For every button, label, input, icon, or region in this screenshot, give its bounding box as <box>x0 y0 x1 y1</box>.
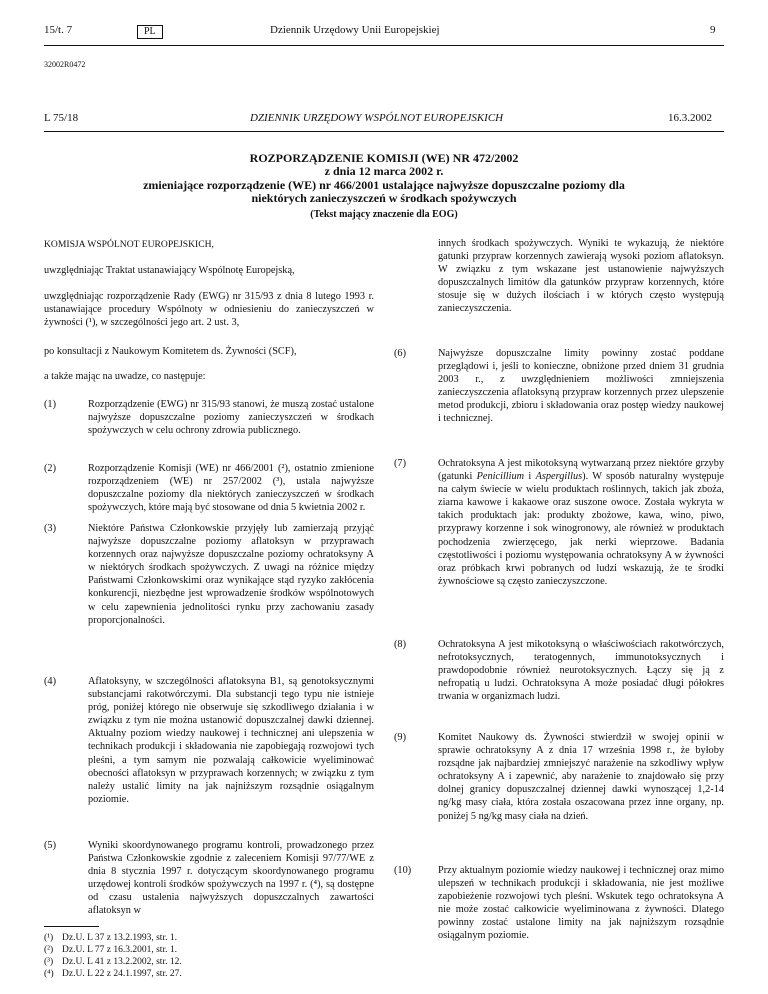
footnote-text: Dz.U. L 22 z 24.1.1997, str. 27. <box>62 969 182 979</box>
recital-number: (5) <box>44 840 57 851</box>
journal-date: 16.3.2002 <box>668 112 712 124</box>
recital-text-part: ). W sposób naturalny występuje na całym świecie w wielu produktach roślinnych, takich jak zboża, ziarna kawowe i kakaowe oraz suszone owoce. Została wykryta w takich produktach jak: produkty zbożowe, kawa, wino, piwo, przyprawy korzenne i sok winogronowy, ale również w produktach pochodzenia zwierzęcego, jak nerki wieprzowe. Badania częstotliwości i poziomu występowania ochratoksyny A w żywności oraz próbkach krwi pobranych od ludzi wskazują, że te środki żywnościowe są często zanieczyszczone. <box>438 471 725 587</box>
regulation-subject-2: niektórych zanieczyszczeń w środkach spożywczych <box>251 191 517 205</box>
language-badge: PL <box>137 25 163 39</box>
recital-number: (9) <box>394 732 407 743</box>
recital-number: (10) <box>394 865 412 876</box>
recital-text: Aflatoksyny, w szczególności aflatoksyna B1, są genotoksycznymi substancjami rakotwórczymi. Dla substancji tego typu nie istnieje próg, poniżej którego nie obserwuje się szkodliwego działania i w związku z tym nie można ustanowić dopuszczalnej dawki dziennej. Aktualny poziom wiedzy naukowej i technicznej ani ulepszenia w technikach produkcji i składowania nie zapobiegają rozwojowi tych pleśni, a tym samym nie pozwalają całkowicie wyeliminować obecności aflatoksyn w przyprawach korzennych; w związku z tym należy ustalić limity na jak najniższym rozsądnie osiągalnym poziomie. <box>88 676 374 805</box>
recital-text <box>438 457 724 588</box>
footnote-text: Dz.U. L 41 z 13.2.2002, str. 12. <box>62 957 182 967</box>
footnote-rule <box>44 926 99 927</box>
preamble-treaty: uwzględniając Traktat ustanawiający Wspólnotę Europejską, <box>44 265 295 276</box>
eea-note: (Tekst mający znaczenie dla EOG) <box>310 209 458 220</box>
footnote-number: (³) <box>44 957 54 967</box>
journal-title: DZIENNIK URZĘDOWY WSPÓLNOT EUROPEJSKICH <box>250 112 504 124</box>
regulation-date: z dnia 12 marca 2002 r. <box>324 164 444 178</box>
preamble-consultation: po konsultacji z Naukowym Komitetem ds. Żywności (SCF), <box>44 346 297 357</box>
recital-number: (3) <box>44 523 57 534</box>
header-rule <box>44 45 724 46</box>
volume-label: 15/t. 7 <box>44 24 73 36</box>
recital-text-part: Ochratoksyna A jest mikotoksyną wytwarzaną przez niektóre grzyby (gatunki <box>438 458 724 483</box>
regulation-title: ROZPORZĄDZENIE KOMISJI (WE) NR 472/2002 <box>249 151 519 165</box>
journal-rule <box>44 131 724 132</box>
recital-text: Wyniki skoordynowanego programu kontroli, prowadzonego przez Państwa Członkowskie zgodnie z zaleceniem Komisji 97/77/WE z dnia 8 stycznia 1997 r. dotyczącym skoordynowanego programu urzędowej kontroli środków spożywczych na 1997 r. (⁴), są dostępne od czasu ustalenia najwyższych dopuszczalnych zawartości aflatoksyn w <box>88 840 374 917</box>
recital-number: (7) <box>394 458 407 469</box>
recital-text: Rozporządzenie (EWG) nr 315/93 stanowi, że muszą zostać ustalone najwyższe dopuszczalne poziomy zanieczyszczeń w środkach spożywczych w celu ochrony zdrowia publicznego. <box>88 399 374 437</box>
footnote-text: Dz.U. L 77 z 16.3.2001, str. 1. <box>62 945 177 955</box>
footnote-number: (⁴) <box>44 969 54 979</box>
preamble-whereas: a także mając na uwadze, co następuje: <box>44 371 206 382</box>
journal-name: Dziennik Urzędowy Unii Europejskiej <box>270 24 440 36</box>
footnote-number: (¹) <box>44 933 54 943</box>
regulation-subject-1: zmieniające rozporządzenie (WE) nr 466/2001 ustalające najwyższe dopuszczalne poziomy dla <box>143 178 625 192</box>
recital-number: (2) <box>44 463 57 474</box>
footnote-number: (²) <box>44 945 54 955</box>
recital-continuation: innych środkach spożywczych. Wyniki te wykazują, że niektóre gatunki przypraw korzennych zawierają wysoki poziom aflatoksyn. W związku z tym wskazane jest ustanowienie najwyższych dopuszczalnych limitów dla gatunków przypraw korzennych, które stosuje się w dużych ilościach i w których często występują zanieczyszczenia. <box>438 238 724 315</box>
recital-text: Przy aktualnym poziomie wiedzy naukowej i technicznej oraz mimo ulepszeń w technikach produkcji i składowania, nie jest możliwe zapobieżenie rozwojowi tych pleśni. Wskutek tego ochratoksyna A nie może zostać całkowicie wyeliminowana z żywności. Dlatego powinny zostać ustalone limity na jak najniższym rozsądnie osiągalnym poziomie. <box>438 865 724 942</box>
recital-text-part: i <box>524 471 536 483</box>
celex-number: 32002R0472 <box>44 60 86 69</box>
page-number: 9 <box>710 24 716 36</box>
genus-penicillium: Penicillium <box>476 471 525 483</box>
recital-number: (6) <box>394 348 407 359</box>
footnote-text: Dz.U. L 37 z 13.2.1993, str. 1. <box>62 933 177 943</box>
recital-number: (4) <box>44 676 57 687</box>
preamble-commission: KOMISJA WSPÓLNOT EUROPEJSKICH, <box>44 239 214 250</box>
recital-text: Komitet Naukowy ds. Żywności stwierdził w swojej opinii w sprawie ochratoksyny A z dnia 17 września 1998 r., że byłoby rozsądne jak najbardziej zmniejszyć narażenie na szkodliwy wpływ ochratoksyny A i zapewnić, aby narażenie to znajdowało się przy dolnej granicy dopuszczalnej dziennej dawki wynoszącej 1,2-14 ng/kg masy ciała, która została oszacowana przez inne organy, np. poniżej 5 ng/kg masy ciała na dzień. <box>438 732 724 822</box>
recital-text: Rozporządzenie Komisji (WE) nr 466/2001 (²), ostatnio zmienione rozporządzeniem (WE) nr 257/2002 (³), ustala najwyższe dopuszczalne poziomy dla niektórych zanieczyszczeń w środkach spożywczych, które mają być stosowane od dnia 5 kwietnia 2002 r. <box>88 463 374 514</box>
recital-number: (1) <box>44 399 57 410</box>
recital-number: (8) <box>394 639 407 650</box>
journal-ref: L 75/18 <box>44 112 79 124</box>
genus-aspergillus: Aspergillus <box>535 471 583 483</box>
recital-text: Najwyższe dopuszczalne limity powinny zostać poddane przeglądowi i, jeśli to konieczne, obniżone przed dniem 31 grudnia 2003 r., z uwzględnieniem możliwości zmniejszenia zanieczyszczenia aflatoksyną przypraw korzennych przez ulepszenie metod produkcji, zbioru i składowania oraz postęp wiedzy naukowej i technicznej. <box>438 348 724 425</box>
preamble-regulation-ref: uwzględniając rozporządzenie Rady (EWG) nr 315/93 z dnia 8 lutego 1993 r. ustanawiające procedury Wspólnoty w odniesieniu do zanieczyszczeń w żywności (¹), w szczególności jego art. 2 ust. 3, <box>44 291 374 329</box>
recital-text: Ochratoksyna A jest mikotoksyną o właściwościach rakotwórczych, nefrotoksycznych, teratogennych, immunotoksycznych i prawdopodobnie również neurotoksycznych. Łączy się ją z nefropatią u ludzi. Ochratoksyna A może posiadać długi półokres trwania w organizmach ludzi. <box>438 639 724 703</box>
recital-text: Niektóre Państwa Członkowskie przyjęły lub zamierzają przyjąć najwyższe dopuszczalne poziomy aflatoksyn w przyprawach korzennych oraz najwyższe dopuszczalne poziomy ochratoksyny A w niektórych środkach spożywczych. Z uwagi na różnice między Państwami Członkowskimi oraz wynikające stąd ryzyko zakłócenia konkurencji, niezbędne jest wprowadzenie środków wspólnotowych w celu zapewnienia jednolitości rynku przy zachowaniu zasady proporcjonalności. <box>88 523 374 626</box>
